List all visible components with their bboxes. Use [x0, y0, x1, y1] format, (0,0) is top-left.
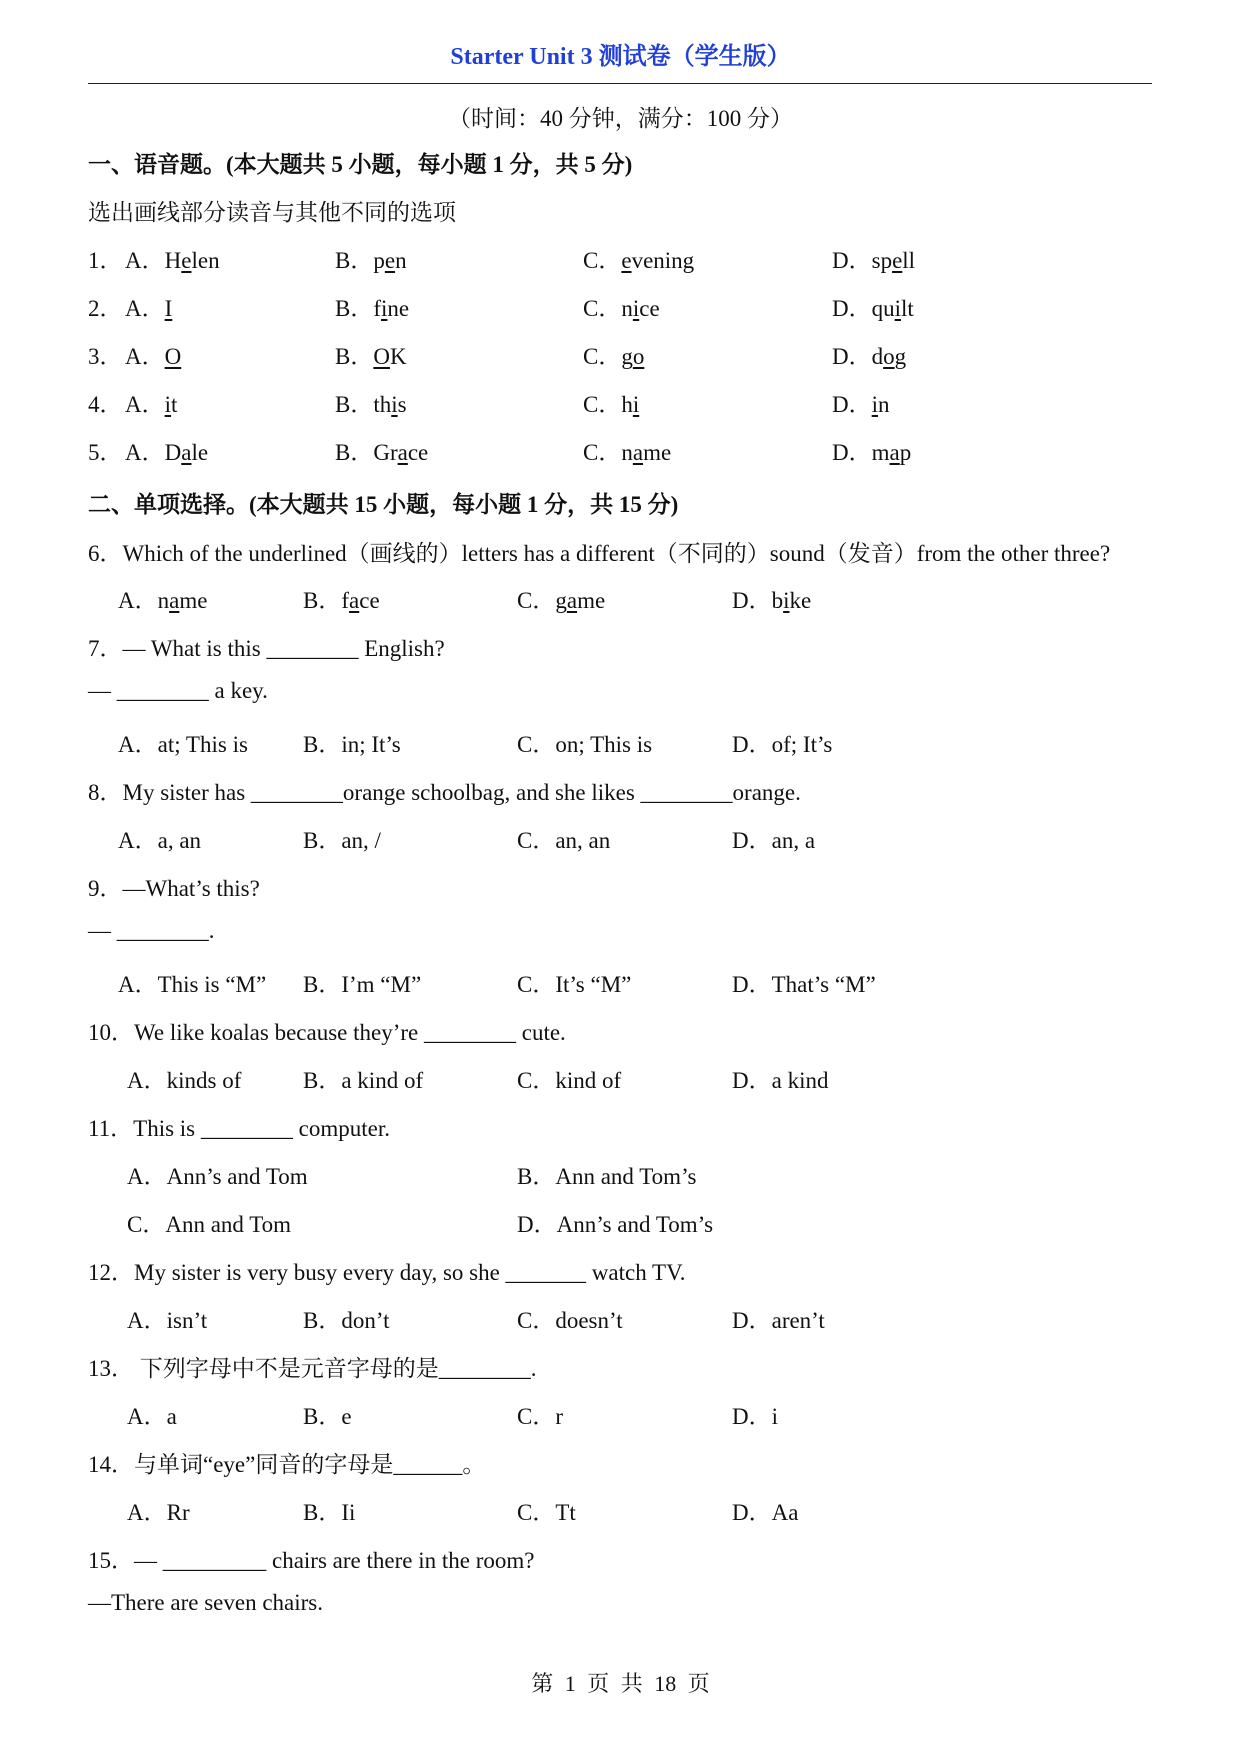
option-c[interactable]: C．Tt — [517, 1500, 576, 1525]
option-a[interactable] — [125, 290, 172, 323]
underlined-letter: e — [181, 248, 192, 273]
option-a[interactable]: A．kinds of — [127, 1068, 242, 1093]
option-word-start: f — [373, 296, 382, 321]
option-label: C． — [583, 344, 622, 369]
section1-instruction: 选出画线部分读音与其他不同的选项 — [88, 200, 456, 225]
option-word-start: th — [373, 392, 392, 417]
option-word-end: len — [191, 248, 220, 273]
question-10-stem: 10．We like koalas because they’re ________ cute. — [88, 1020, 566, 1045]
option-d[interactable]: D．Ann’s and Tom’s — [517, 1212, 714, 1237]
option-label: B． — [335, 344, 374, 369]
option-label: B． — [303, 588, 342, 613]
option-a[interactable]: A．Rr — [127, 1500, 190, 1525]
question-number: 2． — [88, 296, 123, 321]
option-c[interactable] — [583, 434, 671, 467]
option-d[interactable]: D．Aa — [732, 1500, 799, 1525]
question-7-stem: 7．— What is this ________ English? — [88, 636, 445, 661]
option-word-end: ce — [359, 588, 380, 613]
option-label: C． — [517, 588, 556, 613]
option-word-start: f — [341, 588, 350, 613]
question-8-stem: 8．My sister has ________orange schoolbag, and she likes ________orange. — [88, 780, 801, 805]
question-7-stem-2: — ________ a key. — [88, 678, 268, 703]
option-label: C． — [583, 440, 622, 465]
option-word-end: lt — [901, 296, 914, 321]
option-b[interactable] — [335, 434, 428, 467]
option-label: A． — [125, 344, 165, 369]
underlined-letter: a — [181, 440, 192, 465]
option-c[interactable]: C．kind of — [517, 1068, 622, 1093]
option-a[interactable] — [125, 338, 181, 371]
option-c[interactable] — [583, 386, 639, 419]
option-label: A． — [125, 440, 165, 465]
question-9-stem: 9．—What’s this? — [88, 876, 260, 901]
option-b[interactable]: B．don’t — [303, 1308, 390, 1333]
option-a[interactable] — [118, 582, 207, 615]
option-a[interactable]: A．a, an — [118, 828, 202, 853]
underlined-letter: i — [381, 296, 388, 321]
option-word-end: p — [899, 440, 912, 465]
option-b[interactable]: B．e — [303, 1404, 352, 1429]
option-c[interactable] — [517, 582, 605, 615]
option-word-start: h — [621, 392, 633, 417]
option-word-start: g — [621, 344, 633, 369]
option-word-start: n — [621, 296, 633, 321]
question-15-stem: 15．— _________ chairs are there in the room? — [88, 1548, 535, 1573]
question-13-stem: 13． 下列字母中不是元音字母的是________. — [88, 1356, 537, 1381]
option-word-end: me — [643, 440, 672, 465]
underlined-letter: o — [883, 344, 895, 369]
option-a[interactable]: A．Ann’s and Tom — [127, 1164, 308, 1189]
option-a[interactable]: A．at; This is — [118, 732, 248, 757]
section1-title: 一、语音题。(本大题共 5 小题，每小题 1 分，共 5 分) — [88, 152, 633, 177]
underlined-letter: a — [632, 440, 644, 465]
underlined-letter: O — [373, 344, 390, 369]
underlined-letter: i — [783, 588, 790, 613]
question-9-stem-2: — ________. — [88, 918, 215, 943]
option-label: A． — [125, 392, 165, 417]
option-b[interactable] — [335, 338, 407, 371]
option-b[interactable]: B．Ii — [303, 1500, 356, 1525]
option-c[interactable] — [583, 242, 694, 275]
option-word-start: p — [373, 248, 385, 273]
option-label: B． — [335, 296, 374, 321]
option-c[interactable]: C．Ann and Tom — [127, 1212, 292, 1237]
question-14-stem: 14．与单词“eye”同音的字母是______。 — [88, 1452, 486, 1477]
option-label: C． — [583, 248, 622, 273]
option-label: D． — [832, 440, 872, 465]
option-word-start: Gr — [373, 440, 398, 465]
option-b[interactable] — [335, 290, 409, 323]
option-word-end: me — [577, 588, 606, 613]
option-word-start: b — [771, 588, 784, 613]
option-b[interactable]: B．a kind of — [303, 1068, 424, 1093]
option-a[interactable] — [125, 242, 220, 275]
option-word-end: le — [191, 440, 209, 465]
option-b[interactable]: B．I’m “M” — [303, 972, 422, 997]
option-label: D． — [832, 296, 872, 321]
option-word-end: t — [171, 392, 178, 417]
page-number: 第 1 页 共 18 页 — [531, 1671, 710, 1696]
option-word-end: n — [878, 392, 890, 417]
question-11-stem: 11．This is ________ computer. — [88, 1116, 390, 1141]
option-word-end: me — [179, 588, 208, 613]
question-number: 1． — [88, 248, 123, 273]
underlined-letter: i — [391, 392, 398, 417]
option-word-end: ll — [902, 248, 916, 273]
underlined-letter: O — [164, 344, 182, 369]
option-word-start: m — [871, 440, 890, 465]
option-d[interactable] — [732, 582, 811, 615]
option-c[interactable] — [583, 290, 660, 323]
option-label: D． — [832, 392, 872, 417]
option-d[interactable]: D．i — [732, 1404, 778, 1429]
option-c[interactable]: C．doesn’t — [517, 1308, 623, 1333]
header-divider — [88, 83, 1152, 84]
page-title: Starter Unit 3 测试卷（学生版） — [450, 44, 791, 70]
option-word-end: vening — [631, 248, 695, 273]
option-label: A． — [125, 248, 165, 273]
question-6-stem: 6．Which of the underlined（画线的）letters has a different（不同的）sound（发音）from the other three? — [88, 541, 1111, 566]
option-a[interactable]: A．a — [127, 1404, 177, 1429]
underlined-letter: e — [621, 248, 632, 273]
option-label: A． — [125, 296, 165, 321]
option-c[interactable]: C．an, an — [517, 828, 611, 853]
option-word-start: qu — [871, 296, 895, 321]
underlined-letter: e — [384, 248, 396, 273]
option-d[interactable] — [832, 242, 915, 275]
underlined-letter: i — [871, 392, 879, 417]
underlined-letter: i — [632, 296, 640, 321]
option-word-end: ke — [789, 588, 812, 613]
option-word-start: n — [621, 440, 633, 465]
question-15-stem-2: —There are seven chairs. — [88, 1590, 323, 1615]
option-word-start: d — [871, 344, 884, 369]
underlined-letter: o — [632, 344, 645, 369]
option-a[interactable]: A．isn’t — [127, 1308, 208, 1333]
exam-time-score: （时间：40 分钟，满分：100 分） — [448, 106, 793, 131]
option-word-end: ce — [407, 440, 429, 465]
option-d[interactable]: D．a kind — [732, 1068, 829, 1093]
option-d[interactable] — [832, 434, 911, 467]
option-word-start: D — [164, 440, 182, 465]
option-a[interactable]: A．This is “M” — [118, 972, 267, 997]
option-word-end: s — [397, 392, 407, 417]
option-word-start: n — [157, 588, 170, 613]
option-label: C． — [583, 296, 622, 321]
question-number: 3． — [88, 344, 123, 369]
option-d[interactable] — [832, 338, 906, 371]
option-label: C． — [583, 392, 622, 417]
option-word-end: ne — [387, 296, 410, 321]
question-number: 4． — [88, 392, 123, 417]
option-d[interactable]: D．of; It’s — [732, 732, 833, 757]
option-label: B． — [335, 440, 374, 465]
option-a[interactable] — [125, 386, 177, 419]
option-d[interactable] — [832, 386, 890, 419]
option-b[interactable]: B．Ann and Tom’s — [517, 1164, 697, 1189]
option-c[interactable]: C．on; This is — [517, 732, 653, 757]
underlined-letter: a — [889, 440, 900, 465]
option-b[interactable] — [303, 582, 380, 615]
underlined-letter: a — [169, 588, 180, 613]
option-d[interactable]: D．That’s “M” — [732, 972, 876, 997]
underlined-letter: a — [397, 440, 408, 465]
option-word-end: K — [389, 344, 407, 369]
underlined-letter: i — [632, 392, 640, 417]
question-number: 5． — [88, 440, 123, 465]
option-word-start: H — [164, 248, 182, 273]
option-a[interactable] — [125, 434, 208, 467]
option-b[interactable]: B．an, / — [303, 828, 381, 853]
question-12-stem: 12．My sister is very busy every day, so she _______ watch TV. — [88, 1260, 686, 1285]
option-c[interactable] — [583, 338, 644, 371]
underlined-letter: i — [894, 296, 902, 321]
underlined-letter: a — [566, 588, 578, 613]
section2-title: 二、单项选择。(本大题共 15 小题，每小题 1 分，共 15 分) — [88, 492, 679, 517]
option-d[interactable]: D．an, a — [732, 828, 816, 853]
option-word-start: sp — [871, 248, 893, 273]
option-label: D． — [732, 588, 772, 613]
underlined-letter: I — [164, 296, 173, 321]
option-d[interactable]: D．aren’t — [732, 1308, 825, 1333]
option-label: A． — [118, 588, 158, 613]
option-word-end: g — [894, 344, 907, 369]
option-b[interactable]: B．in; It’s — [303, 732, 401, 757]
option-label: D． — [832, 248, 872, 273]
option-word-end: ce — [639, 296, 660, 321]
option-b[interactable] — [335, 242, 407, 275]
option-label: D． — [832, 344, 872, 369]
option-label: B． — [335, 392, 374, 417]
underlined-letter: i — [164, 392, 172, 417]
underlined-letter: e — [892, 248, 903, 273]
option-label: B． — [335, 248, 374, 273]
option-d[interactable] — [832, 290, 914, 323]
option-word-end: n — [395, 248, 407, 273]
option-word-start: g — [555, 588, 567, 613]
option-b[interactable] — [335, 386, 407, 419]
option-c[interactable]: C．r — [517, 1404, 563, 1429]
option-c[interactable]: C．It’s “M” — [517, 972, 632, 997]
underlined-letter: a — [349, 588, 360, 613]
